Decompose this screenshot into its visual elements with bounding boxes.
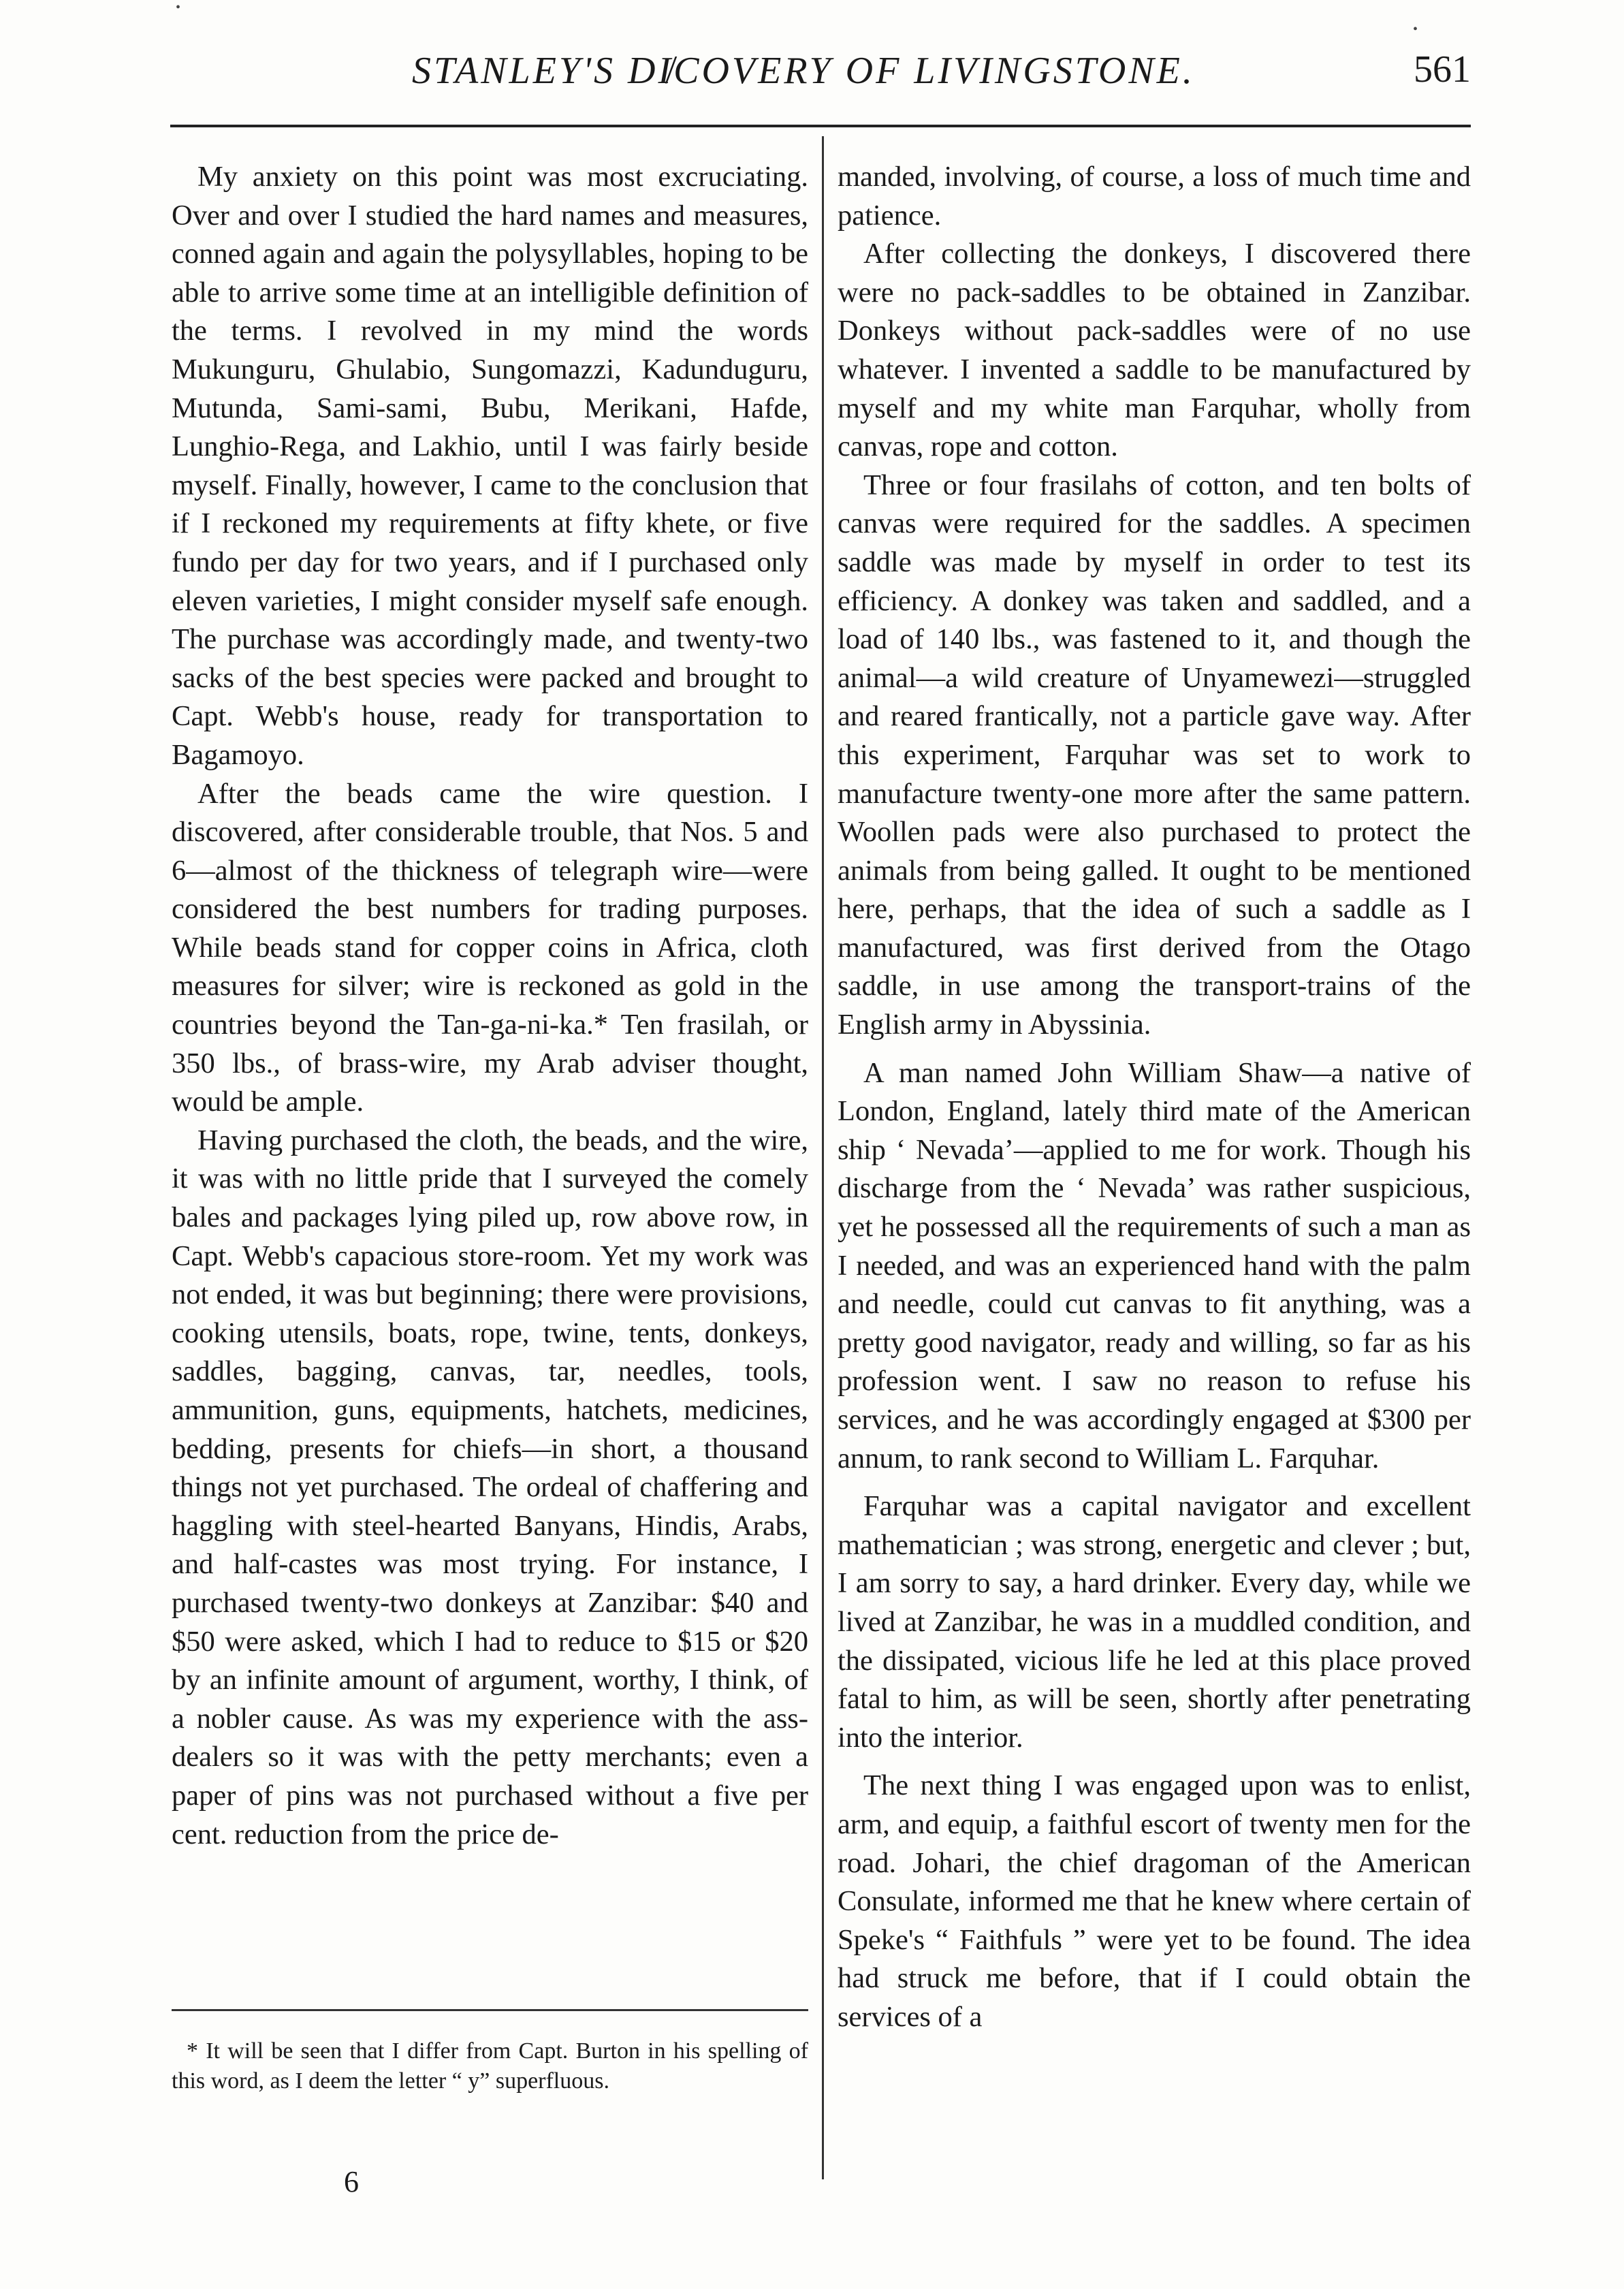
footnote-text: * It will be seen that I differ from Capt. Burton in his spelling of this word, as I deem the letter “ y” superfluous.: [172, 2038, 808, 2094]
footnote-rule: [172, 2009, 808, 2011]
column-divider: [822, 136, 824, 2179]
paragraph: After the beads came the wire question. I discovered, after considerable trouble, that Nos. 5 and 6—almost of the thickness of telegraph wire—were considered the best numbers for trading purposes. While beads stand for copper coins in Africa, cloth measures for silver; wire is reckoned as gold in the countries beyond the Tan-ga-ni-ka.* Ten frasilah, or 350 lbs., of brass-wire, my Arab adviser thought, would be ample.: [172, 777, 808, 1118]
footnote: [172, 2036, 808, 2096]
speck-mark: •: [1413, 22, 1418, 37]
signature-mark: 6: [344, 2165, 359, 2198]
paragraph: The next thing I was engaged upon was to enlist, arm, and equip, a faithful escort of twenty men for the road. Johari, the chief dragoman of the American Consulate, informed me that he knew where certain of Speke's “ Faithfuls ” were yet to be found. The idea had struck me before, that if I could obtain the services of a: [838, 1769, 1471, 2033]
paragraph: Three or four frasilahs of cotton, and ten bolts of canvas were required for the saddles. A specimen saddle was made by myself in order to test its efficiency. A donkey was taken and saddled, and a load of 140 lbs., was fastened to it, and though the animal—a wild creature of Unyamewezi—struggled and reared frantically, not a particle gave way. After this experiment, Farquhar was set to work to manufacture twenty-one more after the same pattern. Woollen pads were also purchased to protect the animals from being galled. It ought to be mentioned here, perhaps, that the idea of such a saddle as I manufactured, was first derived from the Otago saddle, in use among the transport-trains of the English army in Abyssinia.: [838, 469, 1471, 1041]
paragraph: My anxiety on this point was most excruciating. Over and over I studied the hard names and measures, conned again and again the polysyllables, hoping to be able to arrive some time at an intelligible definition of the terms. I revolved in my mind the words Mukunguru, Ghulabio, Sungomazzi, Kadunduguru, Mutunda, Sami-sami, Bubu, Merikani, Hafde, Lunghio-Rega, and Lakhio, until I was fairly beside myself. Finally, however, I came to the conclusion that if I reckoned my requirements at fifty khete, or five fundo per day for two years, and if I purchased only eleven varieties, I might consider myself safe enough. The purchase was accordingly made, and twenty-two sacks of the best species were packed and brought to Capt. Webb's house, ready for transportation to Bagamoyo.: [172, 161, 808, 771]
page-number: 561: [1414, 48, 1471, 91]
right-column: [838, 158, 1471, 2037]
paragraph: A man named John William Shaw—a native of London, England, lately third mate of the American ship ‘ Nevada’—applied to me for work. Though his discharge from the ‘ Nevada’ was rather suspicious, yet he possessed all the requirements of such a man as I needed, and was an experienced hand with the palm and needle, could cut canvas to fit anything, was a pretty good navigator, ready and willing, so far as his profession went. I saw no reason to refuse his services, and he was accordingly engaged at $300 per annum, to rank second to William L. Farquhar.: [838, 1056, 1471, 1474]
header-rule: [170, 125, 1471, 127]
paragraph: manded, involving, of course, a loss of much time and patience.: [838, 161, 1471, 232]
paragraph: After collecting the donkeys, I discovered there were no pack-saddles to be obtained in Zanzibar. Donkeys without pack-saddles were of no use whatever. I invented a saddle to be manufactured by myself and my white man Farquhar, wholly from canvas, rope and cotton.: [838, 238, 1471, 463]
running-header: [170, 42, 1471, 104]
paragraph: Farquhar was a capital navigator and excellent mathematician ; was strong, energetic and clever ; but, I am sorry to say, a hard drinker. Every day, while we lived at Zanzibar, he was in a muddled condition, and the dissipated, vicious life he led at this place proved fatal to him, as will be seen, shortly after penetrating into the interior.: [838, 1490, 1471, 1754]
paragraph: Having purchased the cloth, the beads, and the wire, it was with no little pride that I surveyed the comely bales and packages lying piled up, row above row, in Capt. Webb's capacious store-room. Yet my work was not ended, it was but beginning; there were provisions, cooking utensils, boats, rope, twine, tents, donkeys, saddles, bagging, canvas, tar, needles, tools, ammunition, guns, equipments, hatchets, medicines, bedding, presents for chiefs—in short, a thousand things not yet purchased. The ordeal of chaffering and haggling with steel-hearted Banyans, Hindis, Arabs, and half-castes was most trying. For instance, I purchased twenty-two donkeys at Zanzibar: $40 and $50 were asked, which I had to reduce to $15 or $20 by an infinite amount of argument, worthy, I think, of a nobler cause. As was my experience with the ass-dealers so it was with the petty merchants; even a paper of pins was not purchased without a five per cent. reduction from the price de-: [172, 1124, 808, 1850]
left-column: [172, 158, 808, 1854]
running-title: STANLEY'S DI̸COVERY OF LIVINGSTONE.: [412, 50, 1195, 92]
speck-mark: •: [176, 0, 181, 15]
